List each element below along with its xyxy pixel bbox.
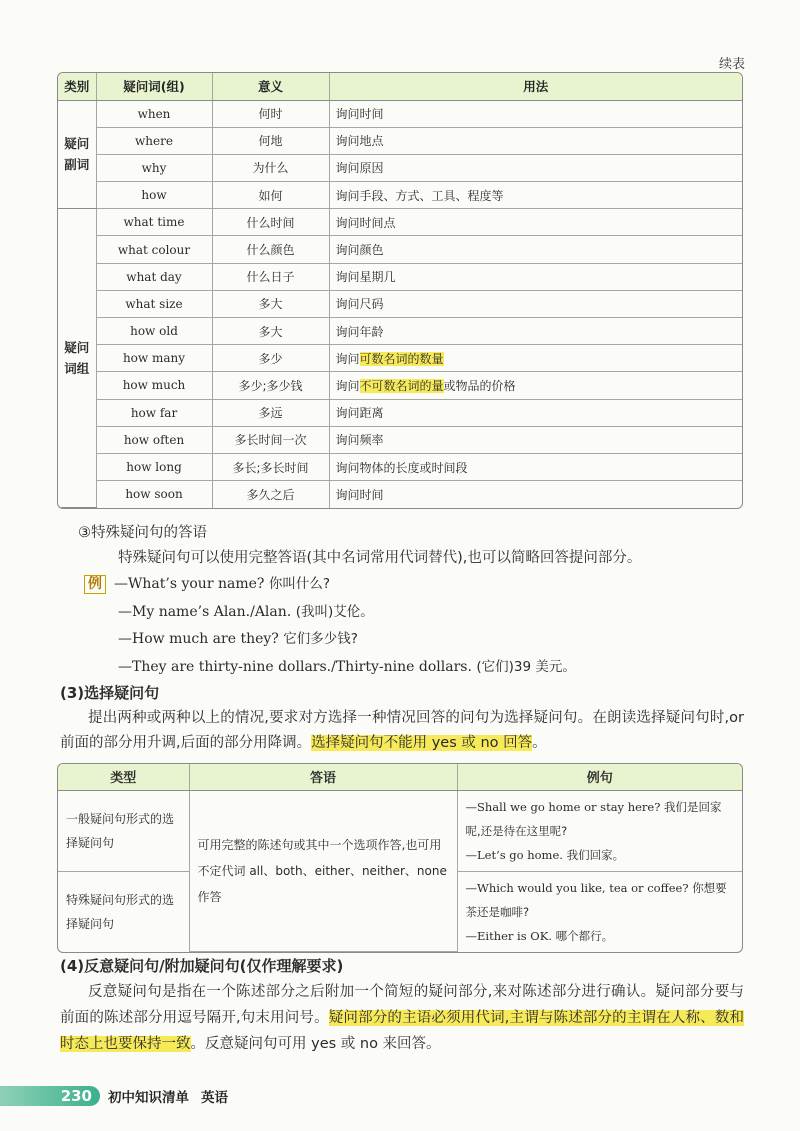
word-cell: how old <box>96 318 212 345</box>
page-number: 230 <box>60 1087 92 1105</box>
question-word-table <box>57 72 743 509</box>
meaning-cell: 多长时间一次 <box>212 426 329 453</box>
usage-cell: 询问年龄 <box>329 318 742 345</box>
example-en: —How much are they? <box>118 631 279 647</box>
section-3-paragraph <box>60 706 744 756</box>
usage-cell: 询问原因 <box>329 154 742 181</box>
usage-cell: 询问距离 <box>329 399 742 426</box>
example-zh: (我叫)艾伦。 <box>295 604 374 620</box>
meaning-cell: 何地 <box>212 127 329 154</box>
col-header-word: 疑问词(组) <box>96 73 212 100</box>
word-cell: what time <box>96 209 212 236</box>
section-3-highlight: 选择疑问句不能用 yes 或 no 回答 <box>311 735 533 751</box>
word-cell: where <box>96 127 212 154</box>
meaning-cell: 多大 <box>212 318 329 345</box>
example-en: —Either is OK. <box>465 928 552 943</box>
subject-label: 英语 <box>201 1090 228 1106</box>
table-row <box>58 236 742 263</box>
table-row <box>58 481 742 508</box>
word-cell: why <box>96 154 212 181</box>
col-header-usage: 用法 <box>329 73 742 100</box>
meaning-cell: 多少;多少钱 <box>212 372 329 399</box>
type-cell: 特殊疑问句形式的选择疑问句 <box>58 871 189 952</box>
word-cell: how often <box>96 426 212 453</box>
usage-text-end: 或物品的价格 <box>443 378 516 393</box>
table-row <box>58 345 742 372</box>
table-row <box>58 263 742 290</box>
col-header-answer: 答语 <box>189 764 457 790</box>
answer-cell: 可用完整的陈述句或其中一个选项作答,也可用不定代词 all、both、either、neither、none 作答 <box>189 790 457 952</box>
usage-cell: 询问颜色 <box>329 236 742 263</box>
table-row <box>58 290 742 317</box>
example-tag: 例 <box>84 575 106 594</box>
example-en: —Which would you like, tea or coffee? <box>465 880 689 895</box>
example-line <box>84 572 330 594</box>
example-zh: 我们回家。 <box>566 847 625 862</box>
meaning-cell: 如何 <box>212 182 329 209</box>
example-en: —Shall we go home or stay here? <box>465 799 661 814</box>
meaning-cell: 何时 <box>212 100 329 127</box>
meaning-cell: 多远 <box>212 399 329 426</box>
usage-text: 询问 <box>335 351 360 366</box>
section-4-text-end: 。反意疑问句可用 yes 或 no 来回答。 <box>190 1036 441 1052</box>
table-header-row <box>58 764 742 790</box>
col-header-meaning: 意义 <box>212 73 329 100</box>
category-cell: 疑问词组 <box>58 209 96 508</box>
word-cell: what size <box>96 290 212 317</box>
example-en: —They are thirty-nine dollars./Thirty-nine dollars. <box>118 659 472 675</box>
word-cell: what colour <box>96 236 212 263</box>
word-cell: how <box>96 182 212 209</box>
word-cell: how many <box>96 345 212 372</box>
book-title: 初中知识清单 <box>108 1090 189 1106</box>
meaning-cell: 多久之后 <box>212 481 329 508</box>
usage-cell: 询问手段、方式、工具、程度等 <box>329 182 742 209</box>
table-row <box>58 318 742 345</box>
usage-highlight: 可数名词的数量 <box>359 351 444 366</box>
example-en: —Let’s go home. <box>465 847 563 862</box>
table-row <box>58 372 742 399</box>
usage-cell: 询问地点 <box>329 127 742 154</box>
usage-cell: 询问星期几 <box>329 263 742 290</box>
col-header-example: 例句 <box>457 764 742 790</box>
meaning-cell: 多少 <box>212 345 329 372</box>
usage-cell: 询问尺码 <box>329 290 742 317</box>
table-row <box>58 154 742 181</box>
usage-cell: 询问物体的长度或时间段 <box>329 453 742 480</box>
example-cell <box>457 790 742 871</box>
answers-section-desc: 特殊疑问句可以使用完整答语(其中名词常用代词替代),也可以简略回答提问部分。 <box>118 550 642 566</box>
usage-text: 询问 <box>335 378 360 393</box>
page-footer <box>0 1085 228 1107</box>
example-line <box>118 627 358 647</box>
usage-cell: 询问频率 <box>329 426 742 453</box>
word-cell: how soon <box>96 481 212 508</box>
usage-cell: 询问时间 <box>329 100 742 127</box>
example-zh: 哪个都行。 <box>555 928 614 943</box>
table-row <box>58 182 742 209</box>
table-row <box>58 209 742 236</box>
word-cell: what day <box>96 263 212 290</box>
meaning-cell: 多长;多长时间 <box>212 453 329 480</box>
choice-question-table <box>57 763 743 953</box>
word-cell: how long <box>96 453 212 480</box>
meaning-cell: 什么颜色 <box>212 236 329 263</box>
example-line <box>118 655 576 675</box>
meaning-cell: 为什么 <box>212 154 329 181</box>
table-row <box>58 399 742 426</box>
example-en: —My name’s Alan./Alan. <box>118 604 292 620</box>
usage-cell: 询问时间点 <box>329 209 742 236</box>
section-4-text: 反意疑问句是指在一个陈述部分之后附加一个简短的疑问部分,来对陈述部分进行确认。疑问部分要与前面的陈述部分用逗号隔开,句末用问号。 <box>60 984 744 1026</box>
col-header-type: 类型 <box>58 764 189 790</box>
table-header-row <box>58 73 742 100</box>
section-3-text-end: 。 <box>532 735 547 751</box>
table-row <box>58 100 742 127</box>
usage-highlight: 不可数名词的量 <box>359 378 444 393</box>
example-zh: (它们)39 美元。 <box>476 659 576 675</box>
example-zh: 你叫什么? <box>268 576 331 592</box>
table-row <box>58 453 742 480</box>
usage-cell <box>329 372 742 399</box>
answers-section-title: ③特殊疑问句的答语 <box>78 525 207 541</box>
table-row <box>58 426 742 453</box>
section-4-highlight: 疑问部分的主语必须用代词,主谓与陈述部分的主谓在人称、数和时态上也要保持一致 <box>60 1010 745 1052</box>
type-cell: 一般疑问句形式的选择疑问句 <box>58 790 189 871</box>
word-cell: how far <box>96 399 212 426</box>
section-3-text: 提出两种或两种以上的情况,要求对方选择一种情况回答的问句为选择疑问句。在朗读选择疑问句时,or 前面的部分用升调,后面的部分用降调。 <box>60 710 744 751</box>
word-cell: how much <box>96 372 212 399</box>
meaning-cell: 什么时间 <box>212 209 329 236</box>
col-header-category: 类别 <box>58 73 96 100</box>
table-row <box>58 127 742 154</box>
category-cell: 疑问副词 <box>58 100 96 209</box>
continued-label: 续表 <box>718 57 745 72</box>
usage-cell: 询问时间 <box>335 487 384 502</box>
example-zh: 它们多少钱? <box>283 631 358 647</box>
table-row <box>58 790 742 871</box>
page-number-bar <box>0 1086 100 1106</box>
section-4-heading: (4)反意疑问句/附加疑问句(仅作理解要求) <box>60 957 344 975</box>
example-cell <box>457 871 742 952</box>
example-en: —What’s your name? <box>114 576 265 592</box>
example-zh: 我们是回家呢,还是待在这里呢? <box>465 799 722 838</box>
example-zh: 你想要茶还是咖啡? <box>465 880 727 919</box>
section-3-heading: (3)选择疑问句 <box>60 684 160 702</box>
word-cell: when <box>96 100 212 127</box>
meaning-cell: 多大 <box>212 290 329 317</box>
usage-cell <box>329 345 742 372</box>
example-line <box>118 600 374 620</box>
section-4-paragraph <box>60 979 744 1057</box>
meaning-cell: 什么日子 <box>212 263 329 290</box>
